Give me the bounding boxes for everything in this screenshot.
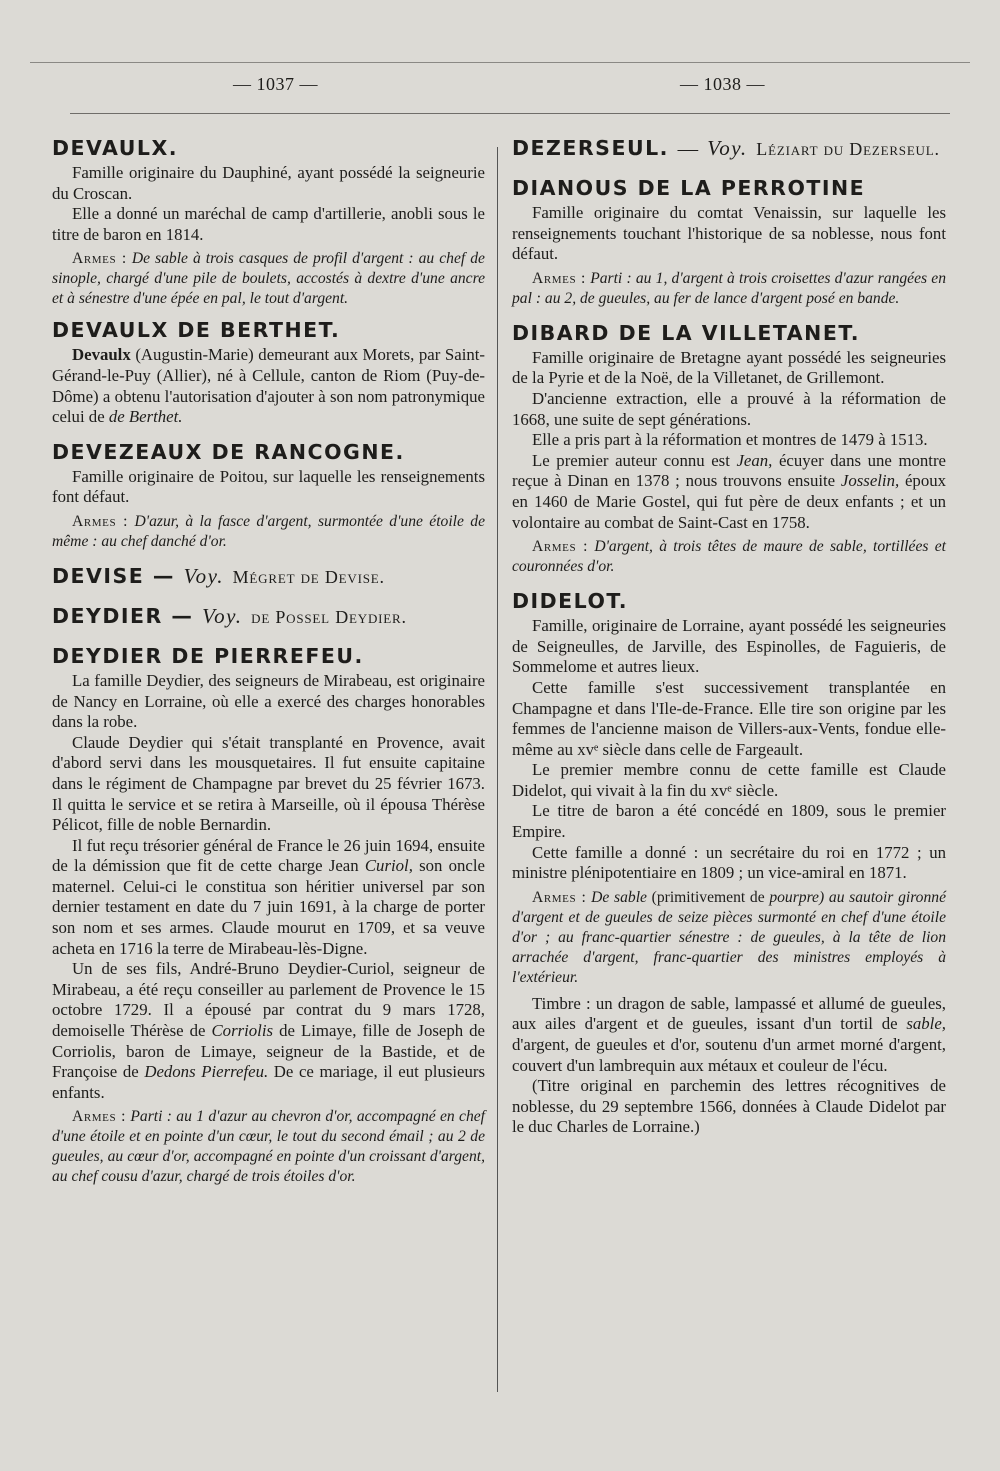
voy-ref: Voy.	[183, 563, 224, 588]
entry-deydier	[52, 604, 485, 630]
paragraph-text: d'argent, de gueules et d'or, soutenu d'un armet morné d'argent, couvert d'un lambrequin aux métaux et couleur de l'écu.	[512, 1035, 946, 1075]
italic-name: Curiol,	[364, 856, 413, 876]
voy-ref: Voy.	[707, 136, 748, 160]
cross-reference: Léziart du Dezerseul.	[756, 139, 940, 159]
arms-label: Armes :	[532, 538, 589, 556]
paragraph: Cette famille a donné : un secrétaire du roi en 1772 ; un ministre plénipotentiaire en 1809 ; un vice-amiral en 1871.	[512, 842, 946, 883]
paragraph: La famille Deydier, des seigneurs de Mirabeau, est originaire de Nancy en Lorraine, où elle a exercé des charges honorables dans la robe.	[52, 670, 485, 732]
italic-name: Josselin,	[840, 471, 900, 491]
dash: —	[677, 138, 699, 160]
entry-title	[52, 564, 485, 590]
arms-paragraph	[52, 249, 485, 309]
bold-name: Devaulx	[72, 345, 131, 365]
entry-dianous-de-la-perrotine	[512, 176, 946, 309]
entry-title-text: DEYDIER —	[52, 603, 194, 628]
top-rule	[30, 62, 970, 63]
paragraph: Elle a donné un maréchal de camp d'artillerie, anobli sous le titre de baron en 1814.	[52, 204, 485, 244]
paragraph-text: De ce mariage, il eut plusieurs enfants.	[52, 1062, 485, 1102]
cross-reference: Mégret de Devise.	[232, 566, 385, 587]
paragraph-text: époux en 1460 de Marie Gostel, qui fut père de deux enfants ; et un volontaire au combat de Saint-Cast en 1758.	[512, 471, 946, 532]
arms-paragraph	[52, 1107, 485, 1187]
cross-reference: de Possel Deydier.	[251, 606, 407, 627]
entry-title: DEVAULX.	[52, 136, 179, 160]
arms-label: Armes :	[72, 512, 129, 530]
paragraph: Cette famille s'est successivement transplantée en Champagne et dans l'Ile-de-France. Elle tire son origine par les femmes de l'ancienne maison de Villers-aux-Vents, fondue elle-même au xvᵉ siècle dans celle de Fargeault.	[512, 677, 946, 759]
paragraph-text: (Augustin-Marie) demeurant aux Morets, par Saint-Gérand-le-Puy (Allier), né à Cellule, canton de Riom (Puy-de-Dôme) a obtenu l'autorisation d'ajouter à son nom patronymique celui de	[52, 345, 485, 427]
entry-title	[512, 136, 946, 162]
paragraph: D'ancienne extraction, elle a prouvé à la réformation de 1668, une suite de sept générations.	[512, 388, 946, 429]
arms-paragraph	[512, 888, 946, 988]
arms-label: Armes :	[72, 1108, 127, 1126]
entry-title-text: DEZERSEUL.	[512, 136, 669, 160]
paragraph: Elle a pris part à la réformation et montres de 1479 à 1513.	[532, 430, 928, 450]
entry-didelot	[512, 589, 946, 1138]
arms-paragraph	[512, 269, 946, 309]
right-column	[512, 130, 946, 1138]
paragraph: (Titre original en parchemin des lettres récognitives de noblesse, du 29 septembre 1566, données à Claude Didelot par le duc Charles de Lorraine.)	[512, 1076, 946, 1137]
header-rule	[70, 113, 950, 114]
arms-label: Armes :	[532, 269, 586, 287]
entry-title: DIDELOT.	[512, 589, 629, 614]
paragraph-text: Un de ses fils, André-Bruno Deydier-Curiol, seigneur de Mirabeau, a été reçu conseiller au parlement de Provence le 15 octobre 1729. Il a épousé par contrat du 9 mars 1728, demoiselle Thérèse de	[52, 959, 485, 1041]
left-column	[52, 130, 485, 1193]
entry-title: DEVAULX DE BERTHET.	[52, 318, 341, 343]
arms-paragraph	[512, 537, 946, 577]
entry-title: DIBARD DE LA VILLETANET.	[512, 320, 860, 345]
arms-text-plain: (primitivement de	[651, 888, 765, 906]
italic-name: sable,	[906, 1014, 946, 1034]
paragraph-text: Il fut reçu trésorier général de France le 26 juin 1694, ensuite de la démission que fit de cette charge Jean	[52, 835, 485, 876]
right-page-number: — 1038 —	[680, 74, 765, 94]
paragraph: Famille originaire du Dauphiné, ayant possédé la seigneurie du Croscan.	[52, 163, 485, 203]
entry-title: DIANOUS DE LA PERROTINE	[512, 176, 866, 200]
paragraph-text: écuyer dans une montre reçue à Dinan en 1378 ; nous trouvons ensuite	[512, 450, 946, 491]
paragraph: Famille originaire de Poitou, sur laquelle les renseignements font défaut.	[52, 466, 485, 507]
paragraph	[512, 994, 946, 1076]
arms-text: Parti : au 1 d'azur au chevron d'or, accompagné en chef d'une étoile et en pointe d'un cœur, le tout du second émail ; au 2 de gueules, au cœur d'or, accompagné en pointe d'un croissant d'argent, au chef cousu d'azur, chargé de trois étoiles d'or.	[52, 1108, 485, 1186]
paragraph: Le premier membre connu de cette famille est Claude Didelot, qui vivait à la fin du xvᵉ siècle.	[512, 760, 946, 800]
paragraph-text: Timbre : un dragon de sable, lampassé et allumé de gueules, aux ailes d'argent et de gueules, issant d'un tortil de	[512, 993, 946, 1034]
paragraph: Claude Deydier qui s'était transplanté en Provence, avait d'abord servi dans les mousquetaires. Il fut ensuite capitaine dans le régiment de Champagne par brevet du 25 février 1673. Il quitta le service et se retira à Marseille, où il épousa Thérèse Pélicot, fille de noble Bernardin.	[52, 732, 485, 835]
entry-devaulx-de-berthet	[52, 318, 485, 427]
column-divider	[497, 147, 498, 1392]
italic-name: Dedons Pierrefeu.	[144, 1062, 269, 1082]
italic-name: Corriolis	[211, 1021, 274, 1041]
paragraph: Famille originaire du comtat Venaissin, sur laquelle les renseignements touchant l'historique de sa noblesse, nous font défaut.	[512, 203, 946, 264]
entry-devise	[52, 564, 485, 590]
paragraph	[52, 345, 485, 427]
italic-name: de Berthet.	[108, 407, 183, 427]
entry-devezeaux-de-rancogne	[52, 440, 485, 552]
italic-name: Jean,	[736, 450, 773, 470]
arms-text: pourpre)	[769, 888, 825, 906]
arms-text: D'azur, à la fasce d'argent, surmontée d'une étoile de même : au chef danché d'or.	[52, 512, 486, 550]
paragraph: Famille originaire de Bretagne ayant possédé les seigneuries de la Pyrie et de la Noë, de la Villetanet, de Grillemont.	[512, 347, 946, 388]
paragraph-text: son oncle maternel. Celui-ci le constitua son héritier universel par son dernier testament en date du 7 juin 1691, à la charge de porter son nom et ses armes. Claude mourut en 1709, et sa veuve acheta en 1716 la terre de Mirabeau-lès-Digne.	[52, 856, 485, 958]
paragraph: Le titre de baron a été concédé en 1809, sous le premier Empire.	[512, 801, 946, 842]
arms-text: Parti : au 1, d'argent à trois croisettes d'azur rangées en pal : au 2, de gueules, au fer de lance d'argent posé en bande.	[512, 269, 946, 307]
arms-text: D'argent, à trois têtes de maure de sable, tortillées et couronnées d'or.	[512, 538, 946, 576]
arms-paragraph	[52, 512, 485, 552]
arms-label: Armes :	[72, 250, 127, 268]
voy-ref: Voy.	[202, 603, 243, 628]
entry-devaulx	[52, 136, 485, 309]
arms-text: De sable à trois casques de profil d'argent : au chef de sinople, chargé d'une pile de boulets, accostés à dextre d'une ancre et à sénestre d'une épée en pal, le tout d'argent.	[52, 250, 485, 308]
entry-dezerseul	[512, 136, 946, 162]
entry-dibard-de-la-villetanet	[512, 321, 946, 577]
paragraph-text: Le premier auteur connu est	[532, 450, 730, 470]
left-page-number: — 1037 —	[233, 74, 318, 94]
arms-text: au sautoir gironné d'argent et de gueules de seize pièces surmonté en chef d'une étoile d'or ; au franc-quartier sénestre : de gueules, à la tête de lion arrachée d'argent, franc-quartier des ministres employés à l'extérieur.	[512, 888, 946, 986]
paragraph	[512, 451, 946, 533]
entry-deydier-de-pierrefeu	[52, 644, 485, 1187]
arms-text: De sable	[591, 888, 647, 906]
paragraph-text: de Limaye, fille de Joseph de Corriolis, baron de Limaye, seigneur de la Bastide, et de Françoise de	[52, 1021, 485, 1082]
entry-title	[52, 604, 485, 630]
paragraph	[52, 836, 485, 960]
entry-title: DEYDIER DE PIERREFEU.	[52, 643, 364, 668]
entry-title-text: DEVISE —	[52, 563, 175, 588]
entry-title: DEVEZEAUX DE RANCOGNE.	[52, 439, 405, 464]
paragraph: Famille, originaire de Lorraine, ayant possédé les seigneuries de Seigneulles, de Jarville, des Espinolles, de Faguieris, de Sommelome et autres lieux.	[512, 616, 946, 677]
arms-label: Armes :	[532, 888, 587, 906]
paragraph	[52, 959, 485, 1103]
